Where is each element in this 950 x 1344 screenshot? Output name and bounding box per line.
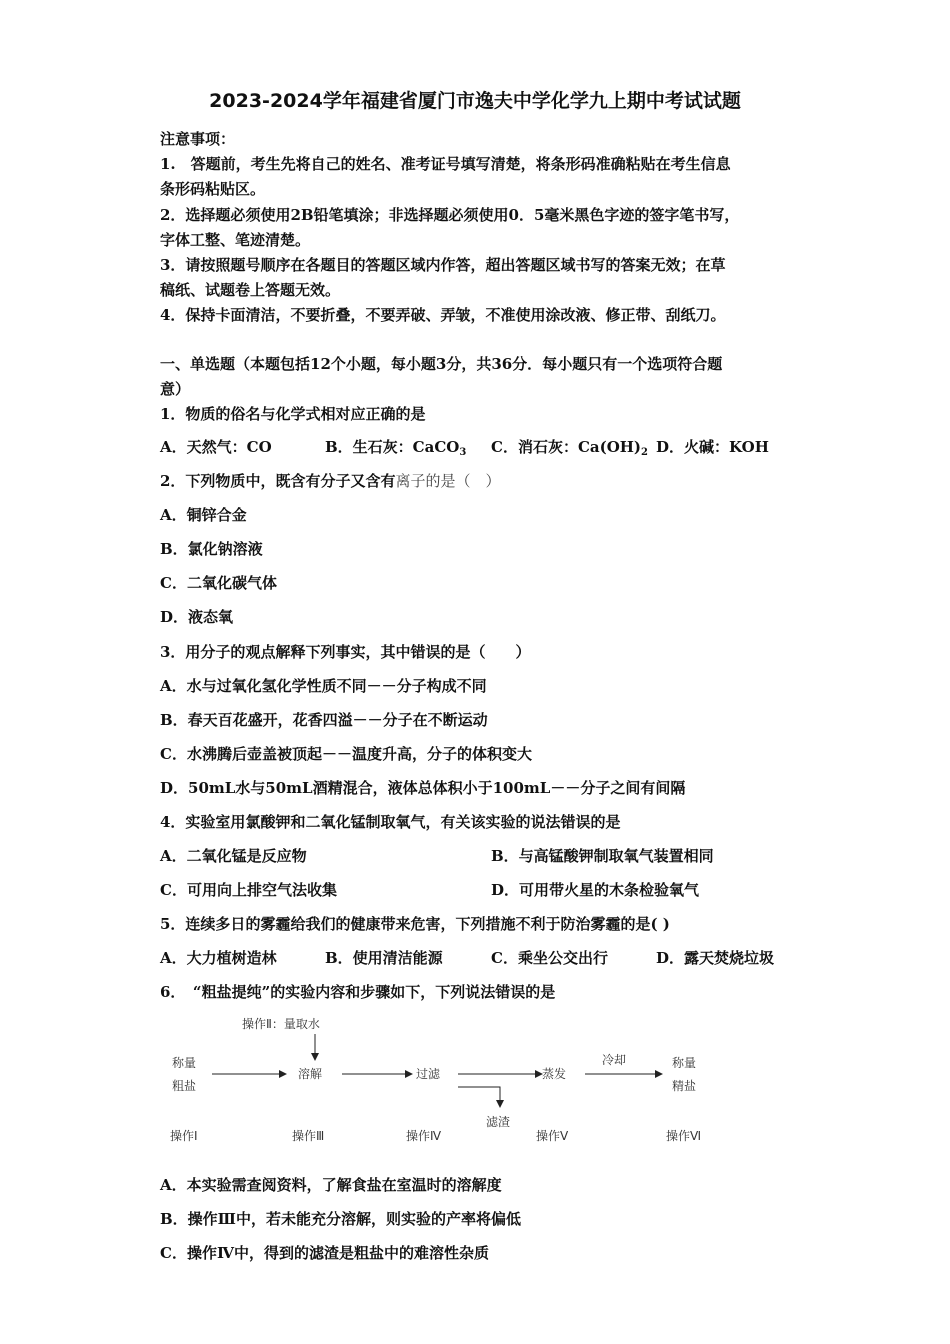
question-3-option-c: C．水沸腾后壶盖被顶起－－温度升高，分子的体积变大 [160,745,532,763]
diagram-op6: 操作Ⅵ [666,1129,702,1143]
question-2-option-b: B．氯化钠溶液 [160,540,263,558]
question-5-stem: 5．连续多日的雾霾给我们的健康带来危害，下列措施不利于防治雾霾的是( ) [160,915,670,933]
question-1-option-d: D．火碱：KOH [656,438,769,456]
notice-item-1-cont: 条形码粘贴区。 [160,180,266,198]
question-1-option-b: B．生石灰：CaCO$_3$ [325,438,467,458]
exam-title: 2023-2024学年福建省厦门市逸夫中学化学九上期中考试试题 [209,90,741,112]
question-3-option-b: B．春天百花盛开，花香四溢－－分子在不断运动 [160,711,488,729]
question-6-option-c: C．操作Ⅳ中，得到的滤渣是粗盐中的难溶性杂质 [160,1244,489,1262]
question-4-option-a: A．二氧化锰是反应物 [160,847,307,865]
question-6-stem: 6． “粗盐提纯”的实验内容和步骤如下，下列说法错误的是 [160,983,556,1001]
question-4-option-d: D．可用带火星的木条检验氧气 [491,881,700,899]
diagram-evaporate: 蒸发 [542,1067,567,1081]
arrow-to-residue [458,1087,500,1107]
question-5-option-d: D．露天焚烧垃圾 [656,949,775,967]
question-5-option-a: A．大力植树造林 [160,949,277,967]
notice-item-3-cont: 稿纸、试题卷上答题无效。 [160,281,341,299]
question-4-option-c: C．可用向上排空气法收集 [160,881,337,899]
diagram-weigh-crude-1: 称量 [172,1056,197,1070]
question-2-option-c: C．二氧化碳气体 [160,574,277,592]
question-2-option-d: D．液态氧 [160,608,234,626]
diagram-op5: 操作Ⅴ [536,1129,569,1143]
question-2-option-a: A．铜锌合金 [160,506,247,524]
diagram-dissolve: 溶解 [298,1067,323,1081]
notice-item-1: 1. 答题前，考生先将自己的姓名、准考证号填写清楚，将条形码准确粘贴在考生信息 [160,155,731,173]
diagram-residue: 滤渣 [486,1115,511,1129]
question-3-option-a: A．水与过氧化氢化学性质不同－－分子构成不同 [160,677,487,695]
salt-purification-flow-diagram [160,1012,780,1152]
section-heading-cont: 意） [160,380,191,398]
diagram-weigh-fine-1: 称量 [672,1056,697,1070]
section-heading: 一、单选题（本题包括12个小题，每小题3分，共36分．每小题只有一个选项符合题 [160,355,723,373]
question-4-option-b: B．与高锰酸钾制取氧气装置相同 [491,847,714,865]
question-1-option-c: C．消石灰：$Ca(OH)_2$ [491,438,648,458]
question-1-option-a: A．天然气：CO [160,438,272,456]
question-5-option-c: C．乘坐公交出行 [491,949,608,967]
question-4-stem: 4．实验室用氯酸钾和二氧化锰制取氧气，有关该实验的说法错误的是 [160,813,621,831]
question-3-stem: 3．用分子的观点解释下列事实，其中错误的是（ ） [160,643,531,661]
question-1-stem: 1．物质的俗名与化学式相对应正确的是 [160,405,426,423]
notice-item-2-cont: 字体工整、笔迹清楚。 [160,231,311,249]
diagram-op2-label: 操作Ⅱ：量取水 [242,1017,320,1031]
question-6-option-b: B．操作Ⅲ中，若未能充分溶解，则实验的产率将偏低 [160,1210,521,1228]
question-5-option-b: B．使用清洁能源 [325,949,443,967]
diagram-weigh-fine-2: 精盐 [672,1079,697,1093]
diagram-cool: 冷却 [602,1053,627,1067]
notice-item-4: 4．保持卡面清洁，不要折叠，不要弄破、弄皱，不准使用涂改液、修正带、刮纸刀。 [160,306,726,324]
question-3-option-d: D．50mL水与50mL酒精混合，液体总体积小于100mL－－分子之间有间隔 [160,779,686,797]
diagram-op4: 操作Ⅳ [406,1129,442,1143]
diagram-weigh-crude-2: 粗盐 [172,1079,197,1093]
diagram-op3: 操作Ⅲ [292,1129,325,1143]
notice-item-3: 3．请按照题号顺序在各题目的答题区域内作答，超出答题区域书写的答案无效；在草 [160,256,726,274]
notice-item-2: 2．选择题必须使用2B铅笔填涂；非选择题必须使用0．5毫米黑色字迹的签字笔书写， [160,206,740,224]
question-2-stem: 2．下列物质中，既含有分子又含有离子的是（ ） [160,472,501,490]
notice-heading: 注意事项： [160,130,236,148]
diagram-op1: 操作Ⅰ [170,1129,198,1143]
diagram-filter: 过滤 [416,1067,441,1081]
question-6-option-a: A．本实验需查阅资料，了解食盐在室温时的溶解度 [160,1176,502,1194]
